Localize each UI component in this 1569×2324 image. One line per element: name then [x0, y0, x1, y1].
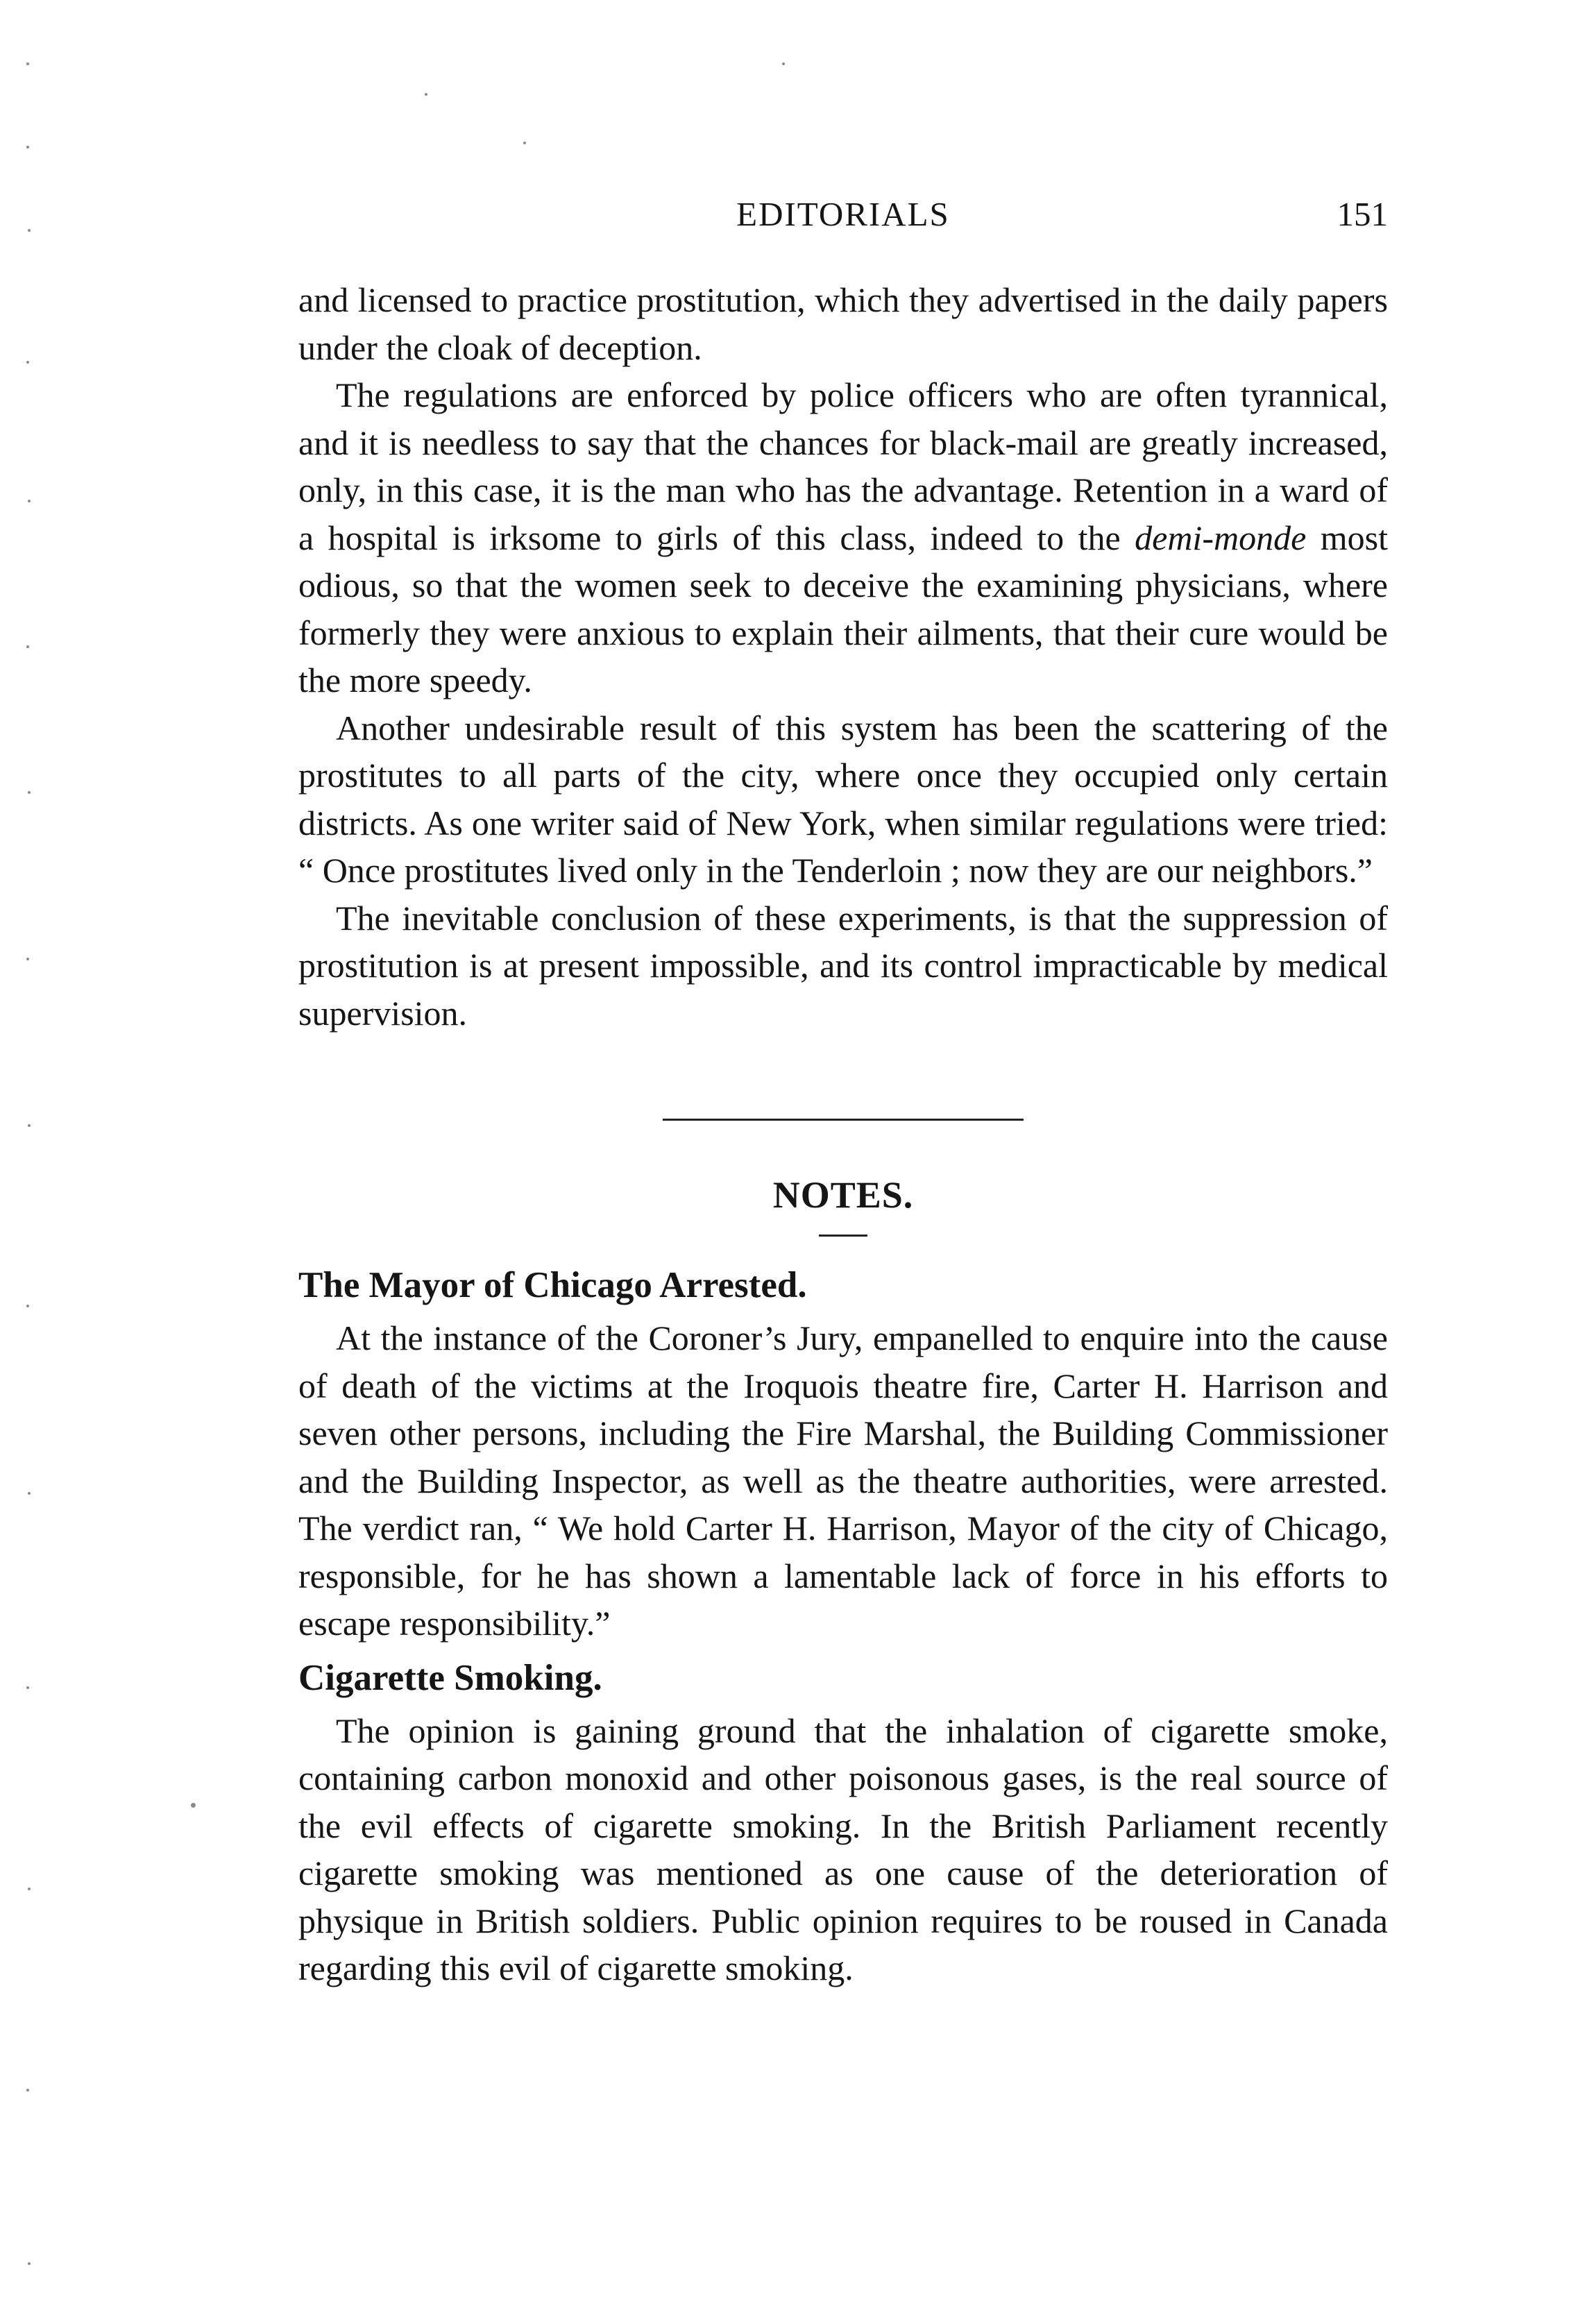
book-page [298, 194, 1388, 1992]
running-title: EDITORIALS [736, 195, 950, 233]
editorial-paragraph-1: and licensed to practice prostitution, which they advertised in the daily papers under the cloak of deception. [298, 280, 1388, 367]
note-heading: The Mayor of Chicago Arrested. [298, 1265, 807, 1305]
title-underline [819, 1235, 867, 1237]
editorial-paragraph-3: Another undesirable result of this system has been the scattering of the prostitutes to all parts of the city, where once they occupied only certain districts. As one writer said of New York, when similar regulations were tried: “ Once prostitutes lived only in the Tenderloin ; now they are our neighbors.” [298, 708, 1388, 890]
italic-term: demi-monde [1135, 518, 1307, 557]
page-number: 151 [1337, 195, 1388, 233]
note-item [298, 1263, 1388, 1647]
running-head [298, 194, 1388, 236]
editorial-paragraph-2-text-end: most odious, so that the women seek to deceive the examining physicians, where formerly they were anxious to explain their ailments, that their cure would be the more speedy. [298, 518, 1388, 699]
note-body: At the instance of the Coroner’s Jury, empanelled to enquire into the cause of death of the victims at the Iroquois theatre fire, Carter H. Harrison and seven other persons, including the Fire Marshal, the Building Commissioner and the Building Inspector, as well as the theatre authorities, were arrested. The verdict ran, “ We hold Carter H. Harrison, Mayor of the city of Chicago, responsible, for he has shown a lamentable lack of force in his efforts to escape responsibility.” [298, 1318, 1388, 1643]
note-item [298, 1656, 1388, 1992]
notes-section-title: NOTES. [772, 1174, 914, 1216]
note-body: The opinion is gaining ground that the inhalation of cigarette smoke, containing carbon monoxid and other poisonous gases, is the real source of the evil effects of cigarette smoking. In the British Parliament recently cigarette smoking was mentioned as one cause of the deterioration of physique in British soldiers. Public opinion requires to be roused in Canada regarding this evil of cigarette smoking. [298, 1711, 1388, 1987]
editorial-paragraph-2-text: The regulations are enforced by police officers who are often tyrannical, and it is needless to say that the chances for black-mail are greatly increased, only, in this case, it is the man who has the advantage. Retention in a ward of a hospital is irksome to girls of this class, indeed to the [298, 375, 1388, 557]
editorial-paragraph-4: The inevitable conclusion of these experiments, is that the suppression of prostitution is at present impossible, and its control impracticable by medical supervision. [298, 898, 1388, 1033]
section-divider [663, 1119, 1024, 1121]
note-heading: Cigarette Smoking. [298, 1657, 602, 1698]
editorial-paragraph-2 [298, 371, 1388, 704]
